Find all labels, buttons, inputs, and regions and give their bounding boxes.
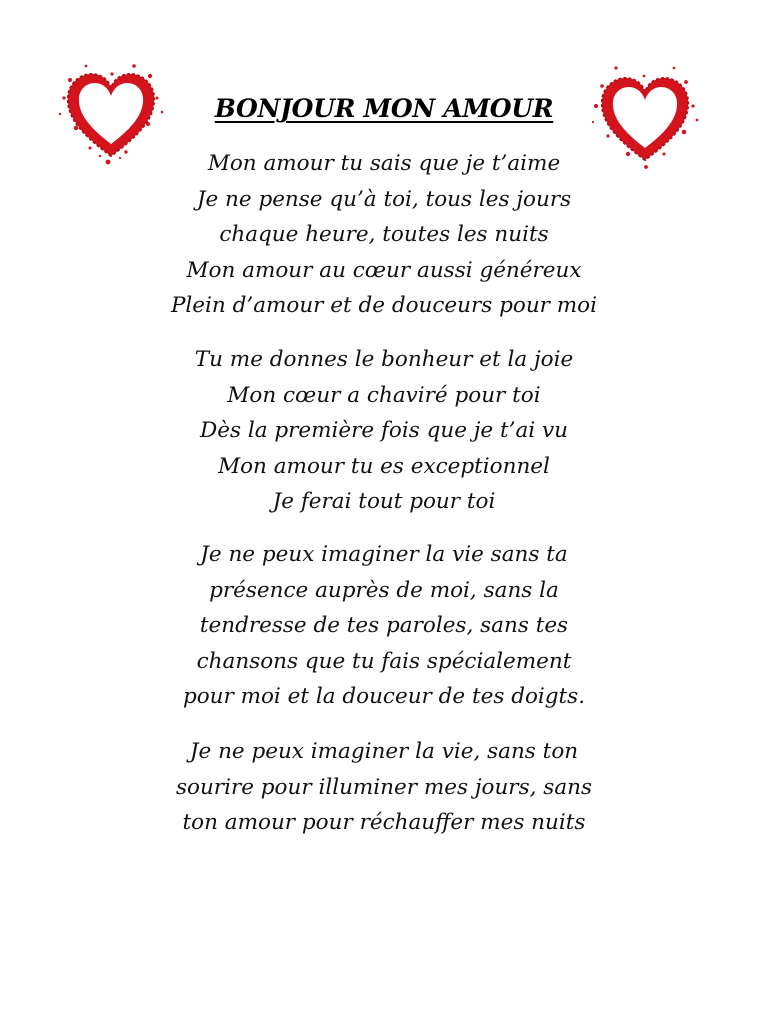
poem-line: Mon amour au cœur aussi généreux [186, 257, 582, 283]
poem-line: Je ferai tout pour toi [272, 489, 496, 514]
poem-line: Tu me donnes le bonheur et la joie [194, 347, 574, 372]
poem-line: Je ne peux imaginer la vie sans ta [200, 542, 568, 567]
poem-stanza-3 [0, 537, 768, 715]
poem-line: Plein d’amour et de douceurs pour moi [170, 293, 598, 318]
page-title: BONJOUR MON AMOUR [214, 94, 554, 123]
poem-line: tendresse de tes paroles, sans tes [199, 613, 569, 638]
poem-line: pour moi et la douceur de tes doigts. [182, 684, 586, 709]
poem-stanza-2 [0, 342, 768, 520]
poem-line: chansons que tu fais spécialement [196, 648, 572, 674]
poem-line: présence auprès de moi, sans la [209, 577, 559, 603]
poem-line: Je ne pense qu’à toi, tous les jours [196, 186, 572, 212]
poem-line: Mon amour tu es exceptionnel [218, 453, 550, 479]
poem-line: chaque heure, toutes les nuits [219, 222, 549, 247]
poem-line: Dès la première fois que je t’ai vu [200, 418, 568, 443]
poem-line: Je ne peux imaginer la vie, sans ton [189, 739, 579, 764]
poem-line: ton amour pour réchauffer mes nuits [182, 810, 586, 835]
poem-line: Mon amour tu sais que je t’aime [207, 151, 561, 176]
poem-line: Mon cœur a chaviré pour toi [227, 382, 541, 408]
poem-line: sourire pour illuminer mes jours, sans [175, 774, 593, 800]
poem-stanza-1 [0, 146, 768, 324]
poem-stanza-4 [0, 734, 768, 841]
